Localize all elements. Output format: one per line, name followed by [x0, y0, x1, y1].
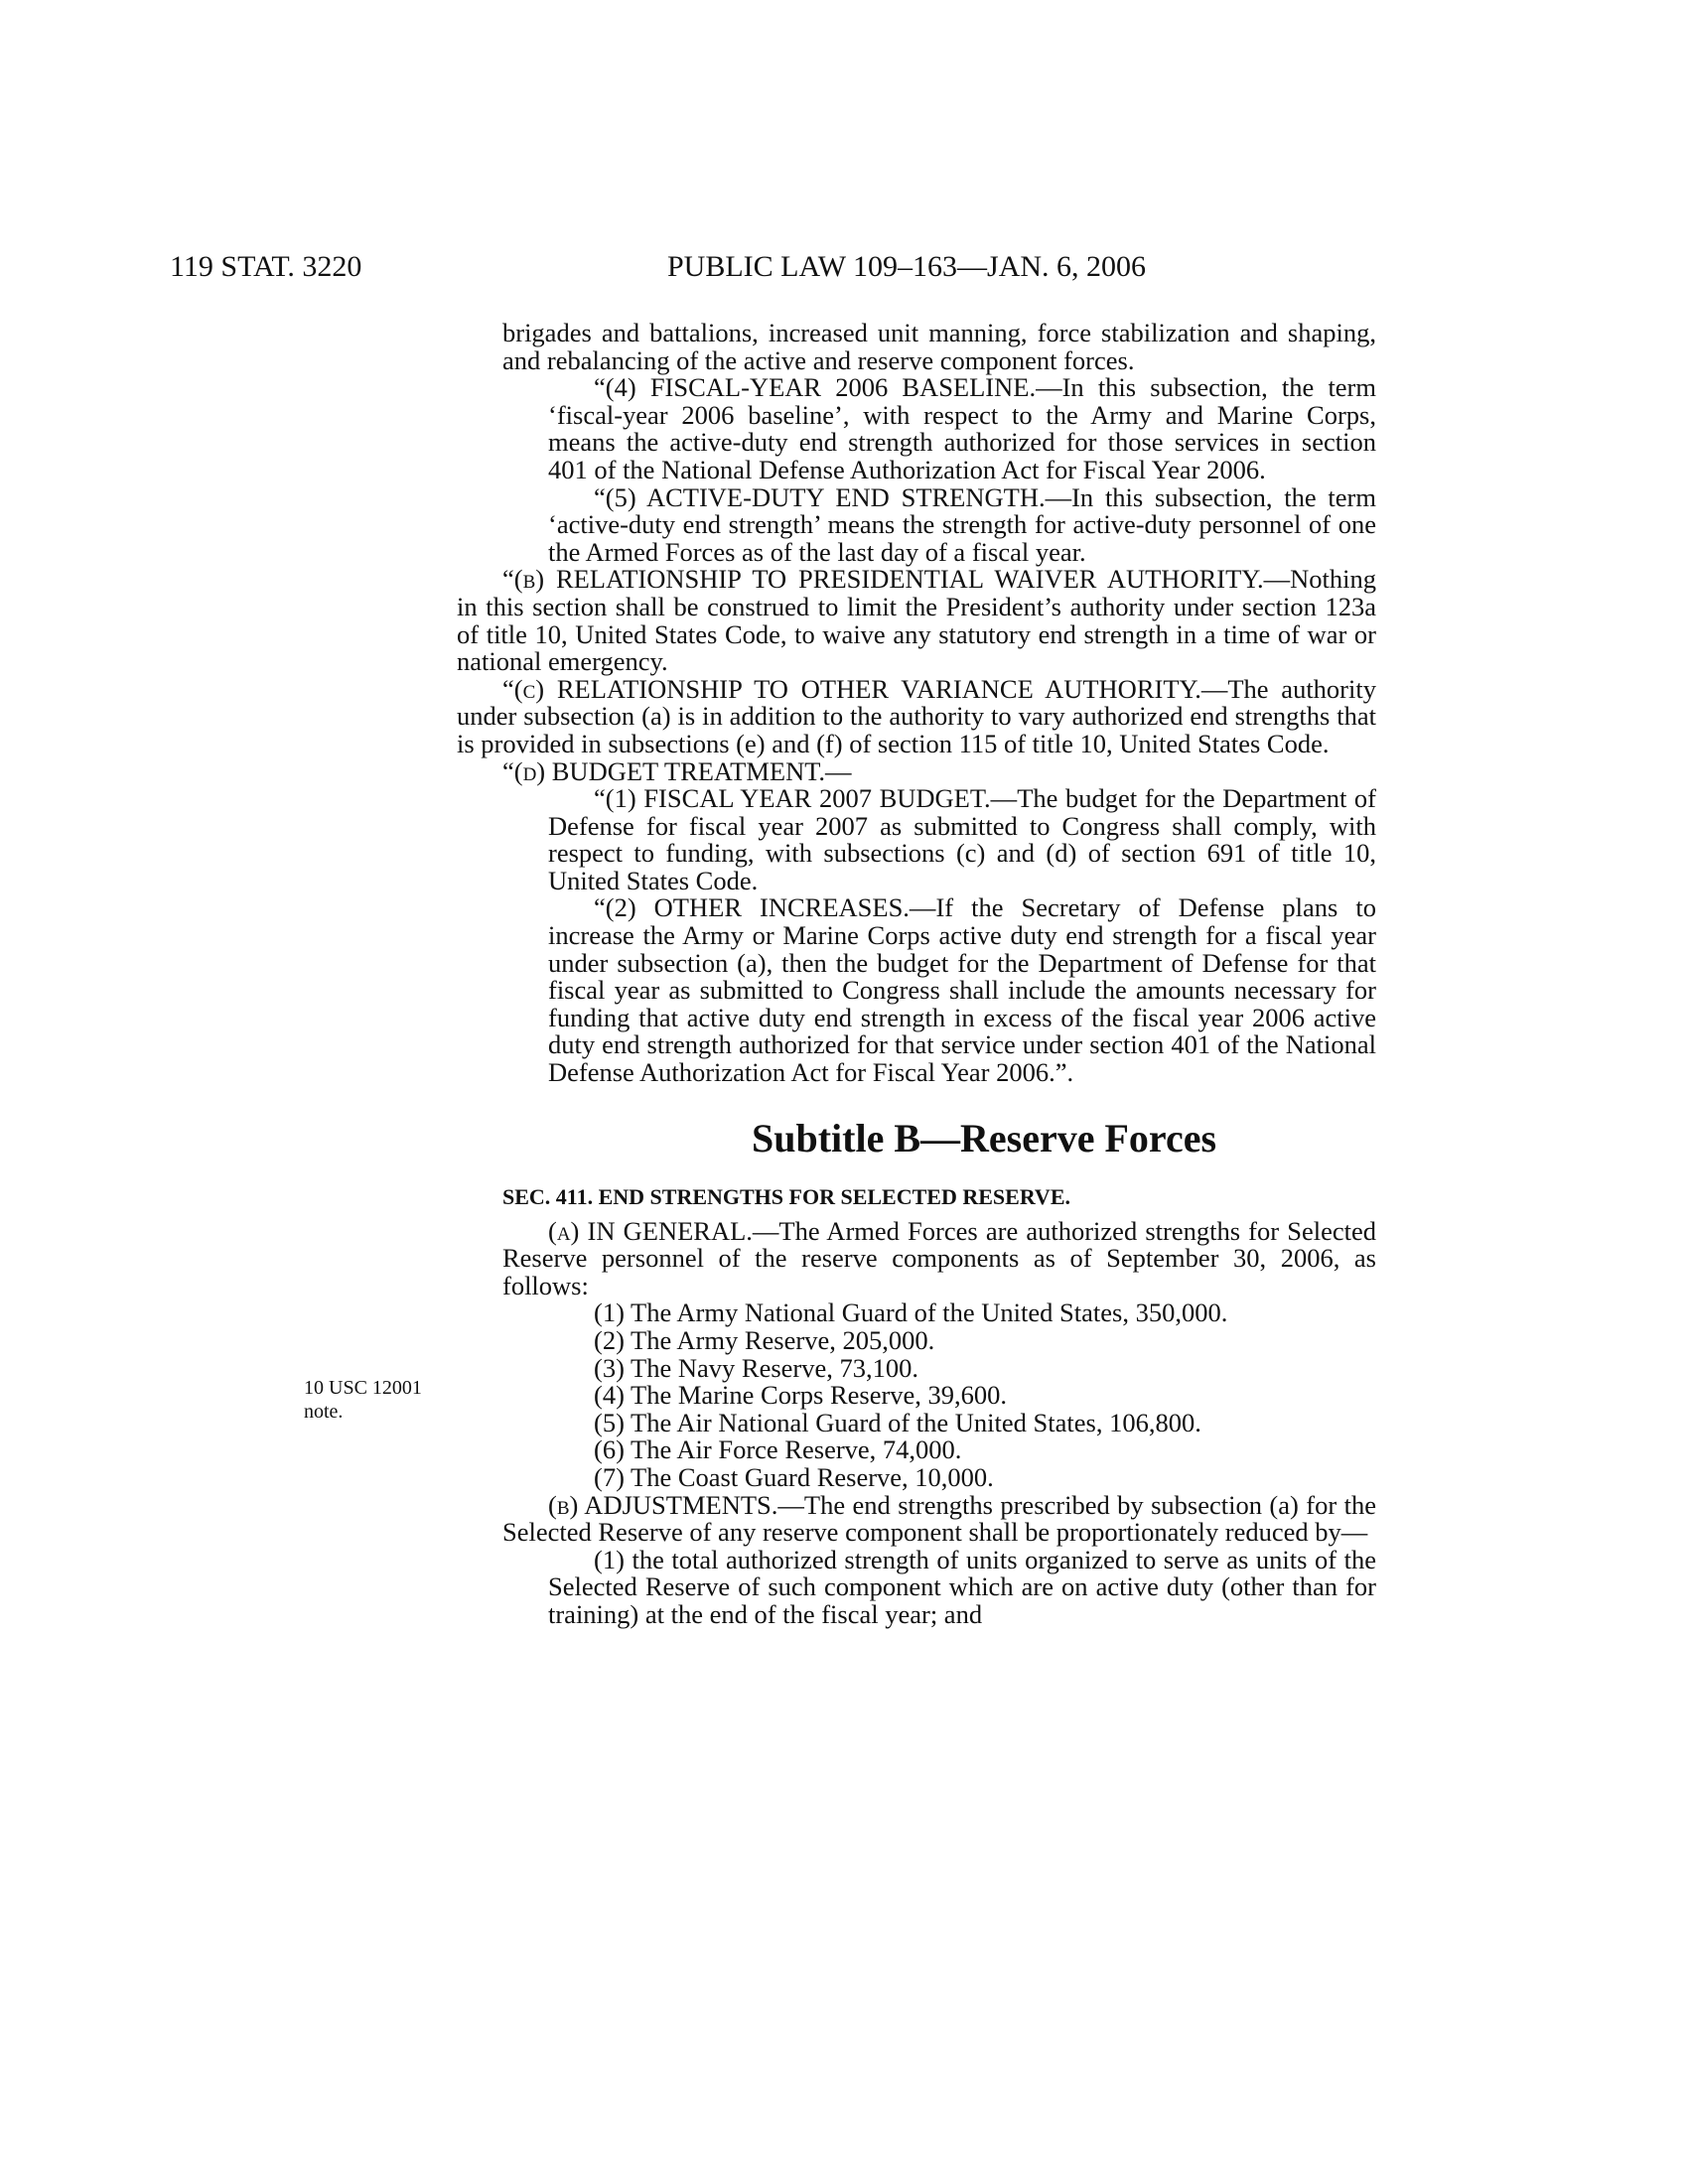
paragraph-heading: “(1) FISCAL YEAR 2007 BUDGET.— — [594, 783, 1018, 814]
margin-note-line: 10 USC 12001 — [304, 1377, 422, 1399]
margin-note — [304, 1376, 422, 1424]
list-item: (1) The Army National Guard of the United States, 350,000. — [594, 1297, 1228, 1328]
paragraph — [457, 566, 1376, 675]
strength-list — [502, 1299, 1376, 1491]
paragraph-text: The budget for the Department of Defense for fiscal year 2007 as submitted to Congress shall comply, with respect to funding, with subsections (c) and (d) of section 691 of title 10, United States Code. — [548, 783, 1376, 895]
paragraph-text: brigades and battalions, increased unit manning, force stabilization and shaping, and rebalancing of the active and reserve component forces. — [502, 318, 1376, 375]
paragraph-text: (1) the total authorized strength of units organized to serve as units of the Selected Reserve of such component which are on active duty (other than for training) at the end of the fiscal year; and — [548, 1544, 1376, 1629]
list-item: (2) The Army Reserve, 205,000. — [594, 1325, 935, 1355]
paragraph — [502, 320, 1376, 374]
document-body — [457, 318, 1376, 1629]
paragraph — [502, 894, 1376, 1086]
running-title: PUBLIC LAW 109–163—JAN. 6, 2006 — [667, 250, 1147, 283]
list-item: (3) The Navy Reserve, 73,100. — [594, 1352, 918, 1383]
paragraph — [502, 785, 1376, 894]
paragraph-heading: “(4) FISCAL-YEAR 2006 BASELINE.— — [594, 372, 1062, 403]
paragraph-text: Nothing in this section shall be construed to limit the President’s authority under section 123a of title 10, United States Code, to waive any statutory end strength in a time of war or national emergency. — [457, 564, 1376, 677]
paragraph-text: In this subsection, the term ‘active-duty end strength’ means the strength for active-duty personnel of one the Armed Forces as of the last day of a fiscal year. — [548, 481, 1376, 567]
page-reference: 119 STAT. 3220 — [170, 250, 362, 283]
paragraph — [502, 1544, 1376, 1629]
paragraph-heading: (b) ADJUSTMENTS.— — [548, 1489, 804, 1520]
paragraph — [502, 1489, 1376, 1548]
paragraph-heading: “(b) RELATIONSHIP TO PRESIDENTIAL WAIVER AUTHORITY.— — [502, 564, 1291, 595]
paragraph-heading: “(c) RELATIONSHIP TO OTHER VARIANCE AUTHORITY.— — [502, 673, 1228, 704]
paragraph-heading: “(2) OTHER INCREASES.— — [594, 892, 936, 923]
paragraph-heading: (a) IN GENERAL.— — [548, 1215, 779, 1246]
paragraph-text: The end strengths prescribed by subsection (a) for the Selected Reserve of any reserve component shall be proportionately reduced by— — [502, 1489, 1376, 1548]
paragraph-heading: “(5) ACTIVE-DUTY END STRENGTH.— — [594, 481, 1072, 512]
paragraph — [502, 755, 1376, 786]
paragraph — [502, 481, 1376, 567]
paragraph-text: In this subsection, the term ‘fiscal-year 2006 baseline’, with respect to the Army and Marine Corps, means the active-duty end strength authorized for those services in section 401 of the National Defense Authorization Act for Fiscal Year 2006. — [548, 372, 1376, 484]
paragraph-text: The authority under subsection (a) is in addition to the authority to vary authorized end strengths that is provided in subsections (e) and (f) of section 115 of title 10, United States Code. — [457, 673, 1376, 758]
margin-note-line: note. — [304, 1401, 344, 1423]
list-item: (7) The Coast Guard Reserve, 10,000. — [594, 1461, 994, 1492]
list-item: (6) The Air Force Reserve, 74,000. — [594, 1434, 962, 1465]
paragraph — [502, 1215, 1376, 1300]
paragraph — [457, 673, 1376, 758]
list-item: (5) The Air National Guard of the United States, 106,800. — [594, 1407, 1201, 1437]
paragraph-text: If the Secretary of Defense plans to increase the Army or Marine Corps active duty end strength for a fiscal year under subsection (a), then the budget for the Department of Defense for that fiscal year as submitted to Congress shall include the amounts necessary for funding that active duty end strength in excess of the fiscal year 2006 active duty end strength authorized for that service under section 401 of the National Defense Authorization Act for Fiscal Year 2006.”. — [548, 892, 1376, 1088]
list-item: (4) The Marine Corps Reserve, 39,600. — [594, 1380, 1008, 1411]
paragraph-heading: “(d) BUDGET TREATMENT.— — [502, 755, 852, 786]
subtitle-heading: Subtitle B—Reserve Forces — [751, 1115, 1217, 1160]
section-heading: SEC. 411. END STRENGTHS FOR SELECTED RESERVE. — [502, 1183, 1070, 1209]
paragraph — [502, 374, 1376, 483]
paragraph-text: The Armed Forces are authorized strengths for Selected Reserve personnel of the reserve components as of September 30, 2006, as follows: — [502, 1215, 1376, 1300]
